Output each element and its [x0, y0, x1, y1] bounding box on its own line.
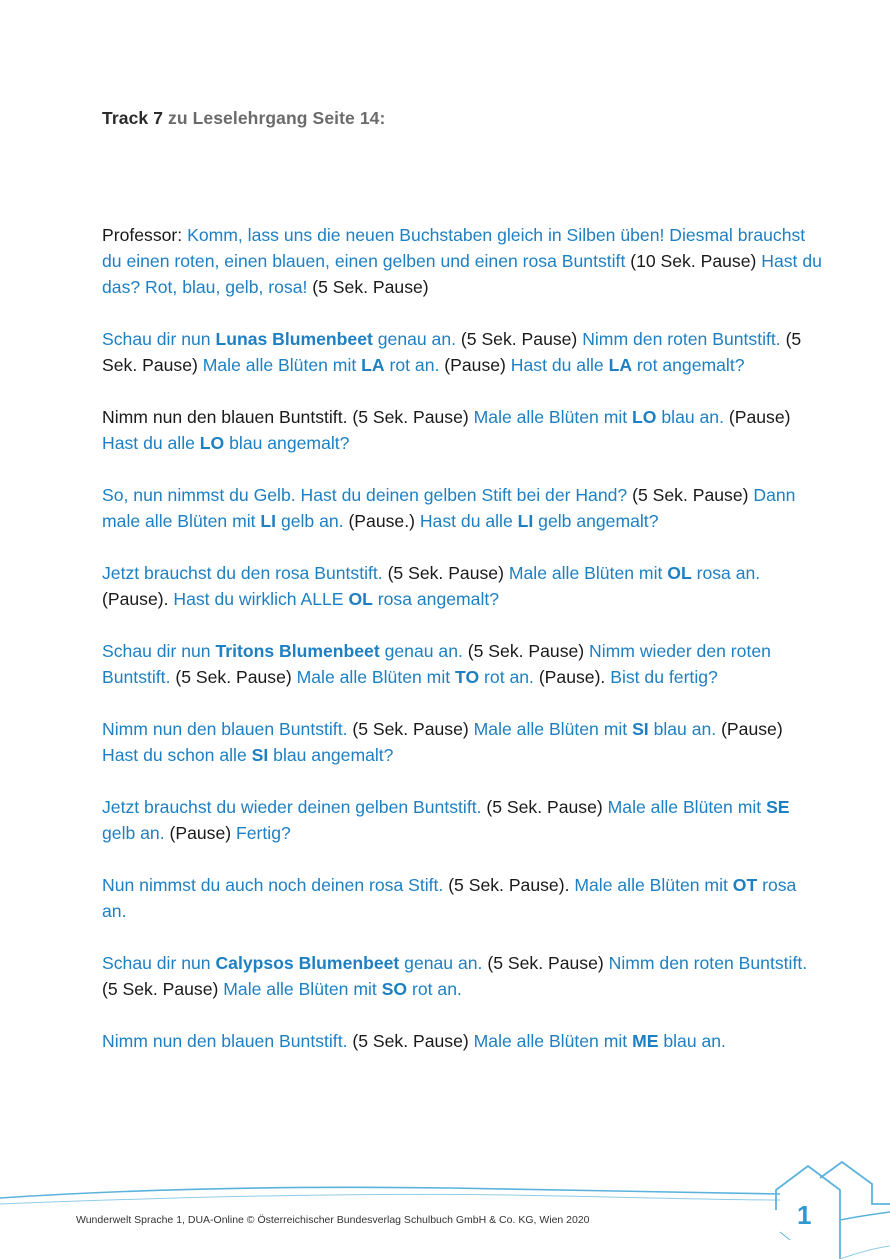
highlight-term: LA [608, 355, 633, 375]
spoken-text: Male alle Blüten mit [508, 563, 668, 583]
spoken-text: rot an. [407, 979, 462, 999]
highlight-term: Lunas Blumenbeet [215, 329, 373, 349]
spoken-text: Fertig? [236, 823, 291, 843]
instruction-text: (Pause). [533, 667, 611, 687]
highlight-term: OL [348, 589, 373, 609]
highlight-term: LO [199, 433, 225, 453]
transcript-paragraph [102, 794, 822, 846]
spoken-text: Male alle Blüten mit [202, 355, 362, 375]
transcript-paragraph [102, 716, 822, 768]
instruction-text: (Pause). [102, 589, 174, 609]
transcript-paragraph [102, 326, 822, 378]
instruction-text: (5 Sek. Pause) [482, 953, 609, 973]
transcript-paragraph [102, 872, 822, 924]
highlight-term: TO [455, 667, 480, 687]
instruction-text: Nimm nun den blauen Buntstift. (5 Sek. Pause) [102, 407, 474, 427]
spoken-text: blau angemalt? [224, 433, 350, 453]
instruction-text: (Pause) [439, 355, 511, 375]
highlight-term: LO [632, 407, 657, 427]
footer-copyright: Wunderwelt Sprache 1, DUA-Online © Österreichischer Bundesverlag Schulbuch GmbH & Co. KG, Wien 2020 [76, 1214, 590, 1226]
highlight-term: LI [260, 511, 277, 531]
spoken-text: Bist du fertig? [610, 667, 718, 687]
spoken-text: Nimm den roten Buntstift. [582, 329, 781, 349]
transcript-paragraph [102, 638, 822, 690]
spoken-text: blau angemalt? [268, 745, 394, 765]
highlight-term: SI [632, 719, 649, 739]
instruction-text: (5 Sek. Pause) [382, 563, 509, 583]
spoken-text: Schau dir nun [102, 329, 216, 349]
spoken-text: Jetzt brauchst du den rosa Buntstift. [102, 563, 383, 583]
house-icon [776, 1162, 890, 1259]
highlight-term: LA [361, 355, 385, 375]
instruction-text: (5 Sek. Pause) [102, 979, 224, 999]
footer-wave-decoration [0, 1160, 890, 1259]
spoken-text: Nimm wieder den roten Buntstift. [102, 641, 771, 687]
highlight-term: OL [667, 563, 692, 583]
spoken-text: Schau dir nun [102, 953, 216, 973]
spoken-text: Hast du schon alle [102, 745, 252, 765]
page-heading [102, 108, 385, 129]
spoken-text: Hast du alle [510, 355, 609, 375]
instruction-text: (Pause) [164, 823, 236, 843]
highlight-term: ME [632, 1031, 659, 1051]
spoken-text: gelb an. [102, 823, 165, 843]
spoken-text: Male alle Blüten mit [607, 797, 767, 817]
instruction-text: (5 Sek. Pause) [627, 485, 754, 505]
spoken-text: Nun nimmst du auch noch deinen rosa Stift. [102, 875, 444, 895]
spoken-text: Nimm den roten Buntstift. [608, 953, 808, 973]
transcript-paragraph [102, 560, 822, 612]
spoken-text: Nimm nun den blauen Buntstift. [102, 1031, 348, 1051]
spoken-text: Hast du alle [102, 433, 200, 453]
transcript-paragraph [102, 482, 822, 534]
highlight-term: LI [517, 511, 534, 531]
instruction-text: (5 Sek. Pause) [462, 641, 590, 661]
spoken-text: genau an. [399, 953, 483, 973]
spoken-text: rosa angemalt? [372, 589, 500, 609]
spoken-text: Jetzt brauchst du wieder deinen gelben Buntstift. [102, 797, 482, 817]
highlight-term: OT [732, 875, 758, 895]
spoken-text: Nimm nun den blauen Buntstift. [102, 719, 348, 739]
transcript-paragraph [102, 222, 822, 300]
spoken-text: Male alle Blüten mit [473, 719, 633, 739]
transcript-paragraph [102, 1028, 822, 1054]
instruction-text: (5 Sek. Pause) [102, 329, 802, 375]
spoken-text: rot angemalt? [632, 355, 745, 375]
instruction-text: (5 Sek. Pause). [443, 875, 575, 895]
spoken-text: So, nun nimmst du Gelb. Hast du deinen gelben Stift bei der Hand? [102, 485, 628, 505]
spoken-text: Komm, lass uns die neuen Buchstaben gleich in Silben üben! Diesmal brauchst du einen roten, einen blauen, einen gelben und einen rosa Buntstift [102, 225, 806, 271]
spoken-text: genau an. [372, 329, 457, 349]
instruction-text: (5 Sek. Pause) [456, 329, 583, 349]
spoken-text: rosa an. [102, 875, 797, 921]
instruction-text: (Pause.) [343, 511, 420, 531]
spoken-text: rot an. [479, 667, 534, 687]
spoken-text: blau an. [656, 407, 724, 427]
spoken-text: Male alle Blüten mit [223, 979, 382, 999]
instruction-text: (5 Sek. Pause) [307, 277, 429, 297]
highlight-term: SI [251, 745, 269, 765]
spoken-text: Hast du alle [419, 511, 518, 531]
spoken-text: genau an. [379, 641, 463, 661]
instruction-text: (5 Sek. Pause) [481, 797, 608, 817]
spoken-text: gelb an. [276, 511, 344, 531]
spoken-text: gelb angemalt? [533, 511, 659, 531]
spoken-text: Male alle Blüten mit [574, 875, 733, 895]
transcript-body [102, 222, 822, 1080]
spoken-text: Hast du wirklich ALLE [173, 589, 349, 609]
spoken-text: rosa an. [691, 563, 761, 583]
spoken-text: Hast du das? Rot, blau, gelb, rosa! [102, 251, 822, 297]
spoken-text: Dann male alle Blüten mit [102, 485, 796, 531]
spoken-text: Male alle Blüten mit [296, 667, 456, 687]
spoken-text: Male alle Blüten mit [473, 1031, 633, 1051]
transcript-paragraph [102, 404, 822, 456]
instruction-text: (5 Sek. Pause) [347, 719, 474, 739]
instruction-text: (Pause) [716, 719, 783, 739]
spoken-text: Male alle Blüten mit [473, 407, 633, 427]
spoken-text: blau an. [658, 1031, 726, 1051]
highlight-term: Calypsos Blumenbeet [215, 953, 400, 973]
spoken-text: blau an. [648, 719, 717, 739]
instruction-text: (5 Sek. Pause) [347, 1031, 474, 1051]
transcript-paragraph [102, 950, 822, 1002]
spoken-text: Schau dir nun [102, 641, 216, 661]
heading-rest: zu Leselehrgang Seite 14: [163, 108, 386, 128]
instruction-text: (10 Sek. Pause) [625, 251, 762, 271]
page-number: 1 [797, 1200, 812, 1230]
instruction-text: Professor: [102, 225, 188, 245]
highlight-term: Tritons Blumenbeet [215, 641, 380, 661]
heading-track: Track 7 [102, 108, 164, 128]
spoken-text: rot an. [384, 355, 440, 375]
highlight-term: SE [766, 797, 790, 817]
instruction-text: (5 Sek. Pause) [170, 667, 297, 687]
highlight-term: SO [381, 979, 408, 999]
instruction-text: (Pause) [723, 407, 791, 427]
